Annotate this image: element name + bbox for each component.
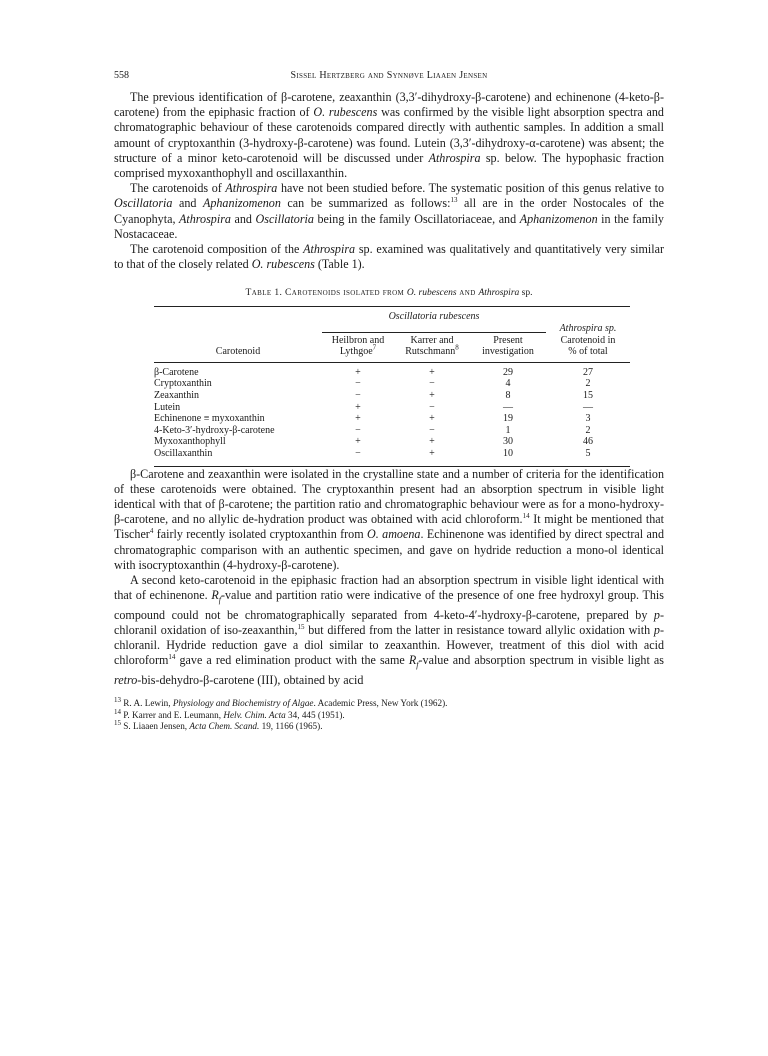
carotenoid-cell: Oscillaxanthin [154, 447, 213, 459]
present-cell: 29 [503, 366, 513, 378]
heilbron-cell: + [355, 436, 361, 448]
table-row [154, 402, 630, 414]
karrer-cell: + [429, 366, 435, 378]
carotenoid-cell: Zeaxanthin [154, 390, 199, 401]
col-present-header-2: investigation [482, 346, 534, 358]
paragraph-3: The carotenoid composition of the Athrospira sp. examined was qualitatively and quantitatively very similar to that of the closely related O. rubescens (Table 1). [114, 242, 664, 272]
karrer-cell: + [429, 436, 435, 448]
present-cell: 4 [505, 378, 511, 390]
col-heilbron-header-1: Heilbron and [331, 334, 385, 346]
carotenoid-cell: β-Carotene [154, 366, 199, 378]
page-number: 558 [114, 70, 129, 81]
carotenoid-cell: 4-Keto-3′-hydroxy-β-carotene [154, 424, 275, 436]
present-cell: 8 [505, 390, 511, 401]
running-head [114, 70, 664, 90]
athrospira-cell: 2 [585, 424, 591, 436]
present-cell: 10 [503, 447, 513, 459]
footnote-13: $^{13}$ R. A. Lewin, Physiology and Biochemistry of Algae. Academic Press, New York (1962). [114, 696, 448, 709]
footnote-14: $^{14}$ P. Karrer and E. Leumann, Helv. Chim. Acta 34, 445 (1951). [114, 707, 345, 720]
athrospira-cell: 46 [583, 436, 593, 448]
heilbron-cell: − [355, 390, 361, 401]
table-caption: Table 1. Carotenoids isolated from O. rubescens and Athrospira sp. [245, 288, 533, 299]
col-athrospira-header-3: % of total [568, 346, 608, 358]
karrer-cell: + [429, 447, 435, 459]
table-row [154, 390, 630, 402]
carotenoid-table [154, 306, 630, 466]
carotenoid-cell: Cryptoxanthin [154, 378, 212, 390]
athrospira-cell: — [583, 401, 593, 413]
present-cell: 19 [503, 413, 513, 425]
heilbron-cell: − [355, 378, 361, 390]
col-karrer-header-1: Karrer and [410, 334, 454, 346]
running-head-authors: Sissel Hertzberg and Synnøve Liaaen Jensen [290, 70, 488, 81]
paragraph-4: β-Carotene and zeaxanthin were isolated in the crystalline state and a number of criteria for the identification of these carotenoids were obtained. The cryptoxanthin present had an absorption spectrum in visible light identical with that of β-carotene; the partition ratio and chromatographic behaviour were as for a mono-hydroxy-β-carotene, and no allylic de-hydration product was obtained with acid chloroform.$^{14}$ It might be mentioned that Tischer$^4$ fairly recently isolated cryptoxanthin from O. amoena. Echinenone was identified by direct spectral and chromatographic comparison with an authentic specimen, and gave on hydride reduction a mono-ol identical with isocryptoxanthin (4-hydroxy-β-carotene). [114, 466, 664, 572]
table-row [154, 448, 630, 460]
carotenoid-cell: Echinenone ≡ myxoxanthin [154, 413, 265, 425]
table-row [154, 378, 630, 390]
col-karrer-header-2: Rutschmann$^8$ [405, 343, 459, 358]
carotenoid-cell: Lutein [154, 401, 181, 413]
col-athrospira-header-2: Carotenoid in [560, 334, 616, 346]
col-carotenoid-header: Carotenoid [215, 346, 261, 358]
col-present-header-1: Present [493, 334, 523, 346]
athrospira-cell: 15 [583, 390, 593, 401]
group-header: Oscillatoria rubescens [388, 311, 480, 323]
present-cell: — [503, 401, 513, 413]
karrer-cell: + [429, 390, 435, 401]
paragraph-1: The previous identification of β-carotene, zeaxanthin (3,3′-dihydroxy-β-carotene) and echinenone (4-keto-β-carotene) from the epiphasic fraction of O. rubescens was confirmed by the visible light absorption spectra and chromatographic behaviour of these carotenoids compared directly with authentic samples. In addition a small amount of cryptoxanthin (3-hydroxy-β-carotene) was found. Lutein (3,3′-dihydroxy-α-carotene) was absent; the structure of a minor keto-carotenoid will be discussed under Athrospira sp. below. The hypophasic fraction comprised myxoxanthophyll and oscillaxanthin. [114, 90, 664, 181]
heilbron-cell: + [355, 366, 361, 378]
footnotes [114, 698, 664, 733]
present-cell: 30 [503, 436, 513, 448]
athrospira-cell: 3 [585, 413, 591, 425]
present-cell: 1 [505, 424, 511, 436]
heilbron-cell: + [355, 401, 361, 413]
heilbron-cell: − [355, 447, 361, 459]
athrospira-cell: 5 [585, 447, 591, 459]
table-row [154, 367, 630, 379]
karrer-cell: + [429, 413, 435, 425]
paragraph-5: A second keto-carotenoid in the epiphasic fraction had an absorption spectrum in visible light identical with that of echinenone. $R_f$-value and partition ratio were indicative of the presence of one free hydroxyl group. This compound could not be chromatographically separated from 4-keto-4′-hydroxy-β-carotene, prepared by p-chloranil oxidation of iso-zeaxanthin,$^{15}$ but differed from the latter in resistance toward allylic oxidation with p-chloranil. Hydride reduction gave a diol similar to zeaxanthin. However, treatment of this diol with acid chloroform$^{14}$ gave a red elimination product with the same $R_f$-value and absorption spectrum in visible light as retro-bis-dehydro-β-carotene (III), obtained by acid [114, 572, 664, 688]
col-heilbron-header-2: Lythgoe$^7$ [339, 343, 377, 358]
karrer-cell: − [429, 378, 435, 390]
page [114, 70, 664, 733]
paragraph-2: The carotenoids of Athrospira have not been studied before. The systematic position of this genus relative to Oscillatoria and Aphanizomenon can be summarized as follows:$^{13}$ all are in the order Nostocales of the Cyanophyta, Athrospira and Oscillatoria being in the family Oscillatoriaceae, and Aphanizomenon in the family Nostacaceae. [114, 181, 664, 241]
karrer-cell: − [429, 401, 435, 413]
carotenoid-cell: Myxoxanthophyll [154, 436, 226, 448]
table-row [154, 425, 630, 437]
athrospira-cell: 2 [585, 378, 591, 390]
karrer-cell: − [429, 424, 435, 436]
athrospira-cell: 27 [583, 366, 593, 378]
table-row [154, 413, 630, 425]
heilbron-cell: − [355, 424, 361, 436]
heilbron-cell: + [355, 413, 361, 425]
table-body [154, 367, 630, 460]
footnote-15: $^{15}$ S. Liaaen Jensen, Acta Chem. Scand. 19, 1166 (1965). [114, 719, 323, 732]
col-athrospira-header-1: Athrospira sp. [559, 323, 617, 335]
table-row [154, 436, 630, 448]
